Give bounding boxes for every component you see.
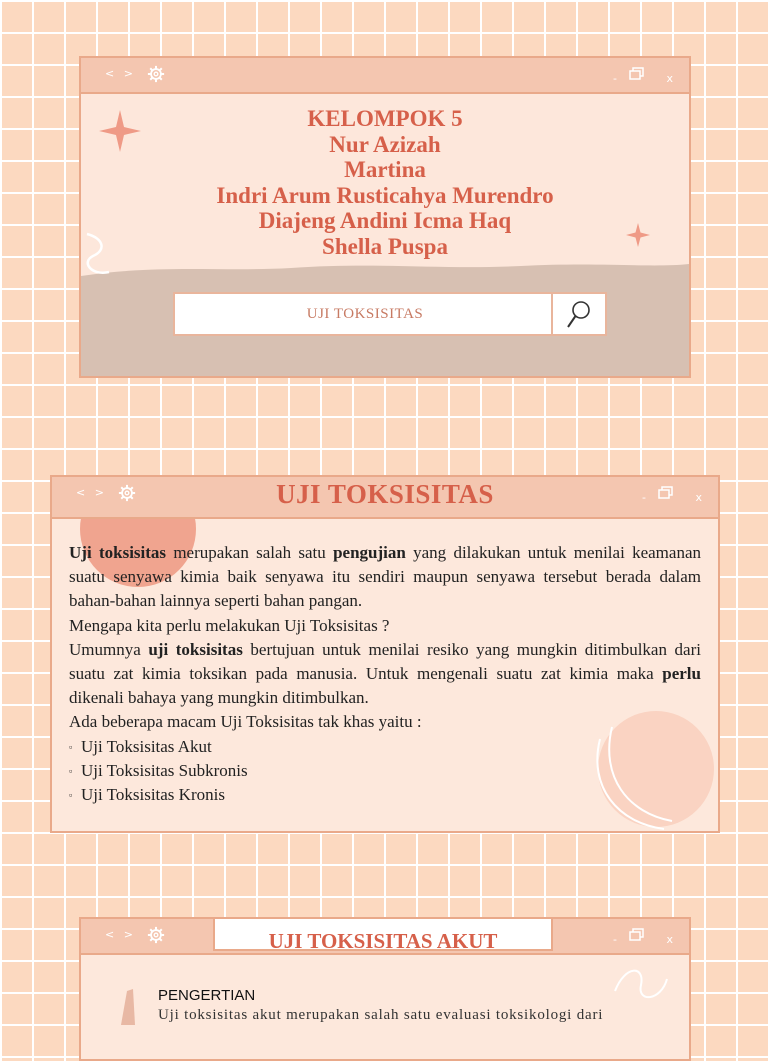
window-content xyxy=(81,94,689,376)
maximize-icon[interactable] xyxy=(658,486,674,500)
list-item-label: Uji Toksisitas Subkronis xyxy=(81,760,248,780)
minimize-button[interactable]: - xyxy=(613,72,617,85)
paragraph xyxy=(69,638,701,711)
close-button[interactable]: x xyxy=(666,72,673,85)
bullet-icon: ▫ xyxy=(69,741,73,752)
magnifier-icon xyxy=(566,300,592,330)
paragraph: Mengapa kita perlu melakukan Uji Toksisitas ? xyxy=(69,615,390,635)
text: Umumnya xyxy=(69,639,149,659)
brush-decoration xyxy=(117,985,141,1025)
close-button[interactable]: x xyxy=(695,491,702,504)
uji-toksisitas-akut-window xyxy=(79,917,691,1061)
nav-arrows[interactable]: < > xyxy=(76,486,107,499)
article-body xyxy=(69,541,701,807)
search-button[interactable] xyxy=(551,294,605,334)
group-title: KELOMPOK 5 xyxy=(307,106,463,131)
member-name: Martina xyxy=(344,157,426,182)
gear-icon[interactable] xyxy=(147,65,165,83)
close-button[interactable]: x xyxy=(666,933,673,946)
window-titlebar xyxy=(81,58,689,94)
list-item-label: Uji Toksisitas Akut xyxy=(81,736,212,756)
window-title: UJI TOKSISITAS xyxy=(276,479,494,509)
text: bertujuan untuk menilai resiko yang mungkin ditimbulkan dari suatu zat kimia toksikan pada manusia. Untuk mengenali suatu zat kimia maka xyxy=(69,639,701,684)
group-members xyxy=(81,106,689,259)
list-item xyxy=(69,783,701,807)
section-heading: PENGERTIAN xyxy=(158,987,256,1004)
member-name: Diajeng Andini Icma Haq xyxy=(258,208,512,233)
paragraph: Uji toksisitas akut merupakan salah satu evaluasi toksikologi dari xyxy=(158,1007,604,1023)
gear-icon[interactable] xyxy=(147,926,165,944)
minimize-button[interactable]: - xyxy=(613,933,617,946)
member-name: Indri Arum Rusticahya Murendro xyxy=(216,182,554,208)
group-window xyxy=(79,56,691,378)
list-item xyxy=(69,735,701,759)
search-input[interactable]: UJI TOKSISITAS xyxy=(306,306,424,322)
window-title: UJI TOKSISITAS AKUT xyxy=(213,919,553,951)
squiggle-decoration xyxy=(611,961,671,1011)
text: yang dilakukan untuk menilai keamanan suatu senyawa kimia baik senyawa itu sendiri maupun senyawa tersebut berada dalam bahan-bahan lainnya seperti bahan pangan. xyxy=(69,543,701,611)
maximize-icon[interactable] xyxy=(629,67,645,81)
uji-toksisitas-window xyxy=(50,475,720,833)
paragraph: Ada beberapa macam Uji Toksisitas tak khas yaitu : xyxy=(69,712,422,732)
text: dikenali bahaya yang mungkin ditimbulkan. xyxy=(69,688,369,708)
window-titlebar xyxy=(52,477,718,519)
bold-term: uji toksisitas xyxy=(148,639,243,659)
member-name: Nur Azizah xyxy=(329,131,441,157)
bold-term: perlu xyxy=(662,664,701,684)
list-item xyxy=(69,759,701,783)
search-bar[interactable] xyxy=(173,292,607,336)
minimize-button[interactable]: - xyxy=(642,491,646,504)
list-item-label: Uji Toksisitas Kronis xyxy=(81,785,225,805)
maximize-icon[interactable] xyxy=(629,928,645,942)
text: merupakan salah satu xyxy=(166,543,334,562)
bullet-icon: ▫ xyxy=(69,765,73,776)
bold-term: pengujian xyxy=(333,543,406,562)
nav-arrows[interactable]: < > xyxy=(105,67,136,80)
member-name: Shella Puspa xyxy=(322,233,448,259)
bullet-icon: ▫ xyxy=(69,790,73,801)
bold-term: Uji toksisitas xyxy=(69,543,167,562)
nav-arrows[interactable]: < > xyxy=(105,928,136,941)
paragraph xyxy=(69,541,701,614)
